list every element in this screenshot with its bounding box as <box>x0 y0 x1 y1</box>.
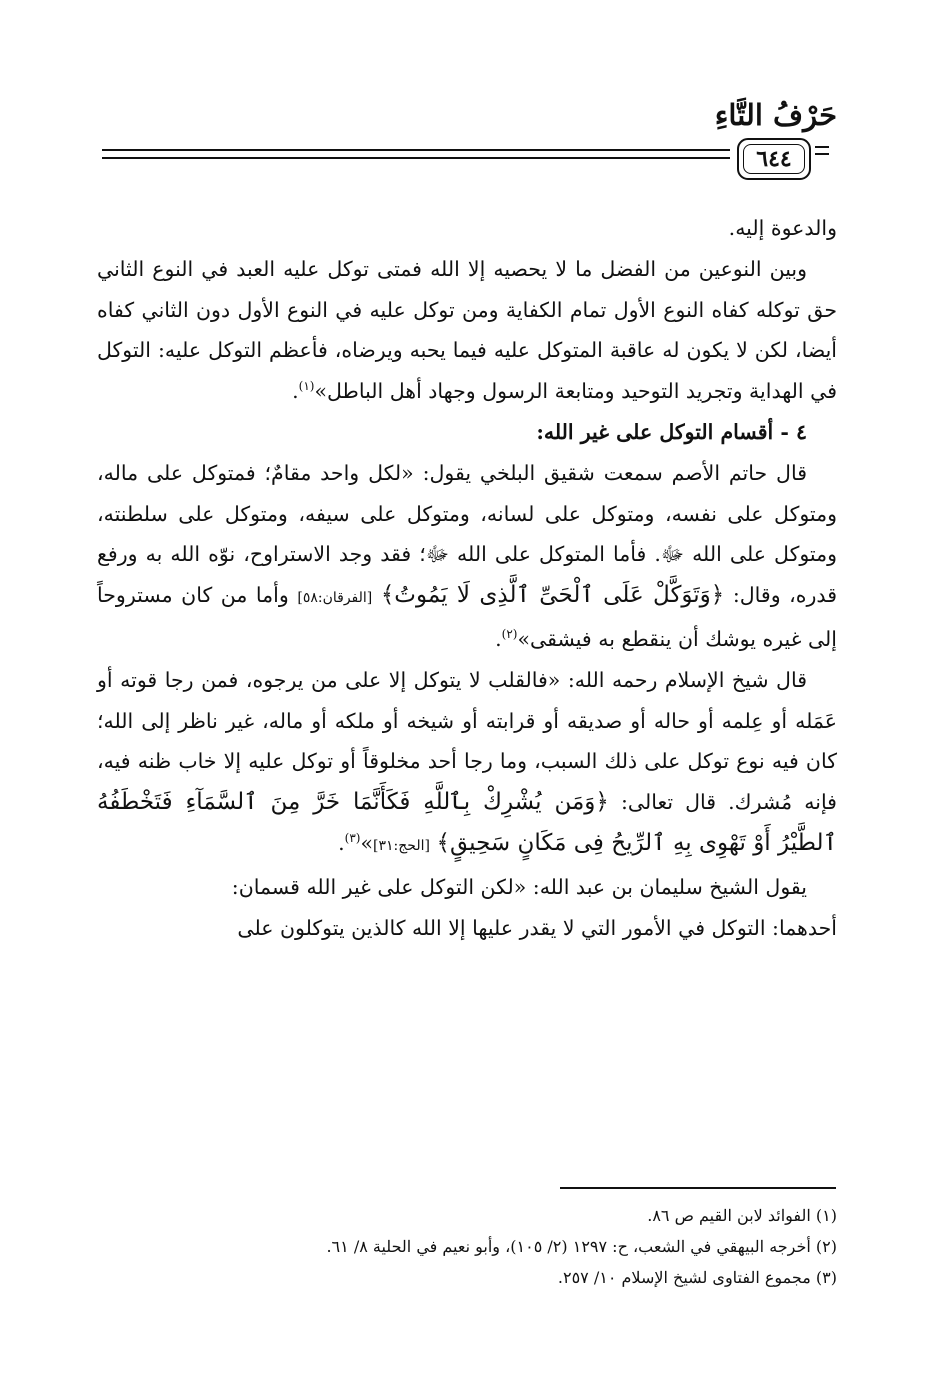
paragraph-4-end: . <box>338 830 345 855</box>
paragraph-2-text: وبين النوعين من الفضل ما لا يحصيه إلا الله فمتى توكل عليه العبد في النوع الثاني حق توكله كفاه النوع الأول تمام الكفاية ومن توكل عليه في النوع الأول دون الثاني كفاه أيضا، لكن لا يكون له عاقبة المتوكل عليه فيما يحبه ويرضاه، فأعظم التوكل عليه: التوكل في الهداية وتجريد التوحيد ومتابعة الرسول وجهاد أهل الباطل» <box>97 256 837 404</box>
footnote-ref-3[interactable]: (٣) <box>344 831 361 846</box>
header-rule-top <box>102 149 730 151</box>
footnote-3: (٣) مجموع الفتاوى لشيخ الإسلام ١٠/ ٢٥٧. <box>557 1268 837 1287</box>
footnote-1: (١) الفوائد لابن القيم ص ٨٦. <box>647 1206 837 1225</box>
paragraph-2 <box>97 249 837 412</box>
page-number: ٦٤٤ <box>756 146 792 172</box>
page-number-box <box>737 138 811 180</box>
paragraph-4-text-a: قال شيخ الإسلام رحمه الله: «فالقلب لا يتوكل إلا على من يرجوه، فمن رجا قوته أو عَمَله أو عِلمه أو حاله أو صديقه أو قرابته أو شيخه أو ملكه أو ماله، غير ناظر إلى الله؛ كان فيه نوع توكل على ذلك السبب، وما رجا أحد مخلوقاً أو توكل عليه إلا خاب ظنه فيه، فإنه مُشرك. قال تعالى: <box>97 667 837 815</box>
paragraph-3-end: . <box>495 626 502 651</box>
header-rule-bottom <box>102 157 730 159</box>
header-double-bar-icon <box>815 146 829 160</box>
verse-source-1: [الفرقان:٥٨] <box>297 590 373 607</box>
paragraph-6: أحدهما: التوكل في الأمور التي لا يقدر عليها إلا الله كالذين يتوكلون على <box>237 915 837 940</box>
quran-verse-2: ﴿وَمَن يُشْرِكْ بِٱللَّهِ فَكَأَنَّمَا خَرَّ مِنَ ٱلسَّمَآءِ فَتَخْطَفُهُ ٱلطَّيْرُ أَوْ تَهْوِى بِهِ ٱلرِّيحُ فِى مَكَانٍ سَحِيقٍ﴾ <box>97 789 837 856</box>
footnote-divider <box>560 1187 836 1189</box>
paragraph-1: والدعوة إليه. <box>728 216 837 240</box>
main-text <box>97 208 837 948</box>
section-heading: ٤ - أقسام التوكل على غير الله: <box>536 419 807 444</box>
paragraph-2-end: . <box>292 379 299 404</box>
verse-source-2: [الحج:٣١] <box>373 837 430 854</box>
paragraph-4 <box>97 660 837 867</box>
quran-verse-1: ﴿وَتَوَكَّلْ عَلَى ٱلْحَىِّ ٱلَّذِى لَا يَمُوتُ﴾ <box>380 582 725 609</box>
paragraph-5: يقول الشيخ سليمان بن عبد الله: «لكن التوكل على غير الله قسمان: <box>231 874 807 899</box>
footnote-2: (٢) أخرجه البيهقي في الشعب، ح: ١٢٩٧ (٢/ ١٠٥)، وأبو نعيم في الحلية ٨/ ٦١. <box>326 1237 837 1256</box>
footnote-ref-2[interactable]: (٢) <box>501 627 518 642</box>
paragraph-3-text-a: قال حاتم الأصم سمعت شقيق البلخي يقول: «لكل واحد مقامٌ؛ فمتوكل على ماله، ومتوكل على نفسه، ومتوكل على لسانه، ومتوكل على سيفه، ومتوكل على سلطنته، ومتوكل على الله ﷻ. فأما المتوكل على الله ﷻ؛ فقد وجد الاستراوح، نوّه الله به ورفع قدره، وقال: <box>97 460 837 608</box>
paragraph-3 <box>97 453 837 660</box>
footnotes <box>97 1200 837 1293</box>
paragraph-3-text-b: وأما من كان مستروحاً إلى غيره يوشك أن ينقطع به فيشقى» <box>97 583 837 651</box>
quote-close: » <box>360 830 374 855</box>
footnote-ref-1[interactable]: (١) <box>298 379 315 394</box>
chapter-title: حَرْفُ التَّاءِ <box>714 98 837 132</box>
